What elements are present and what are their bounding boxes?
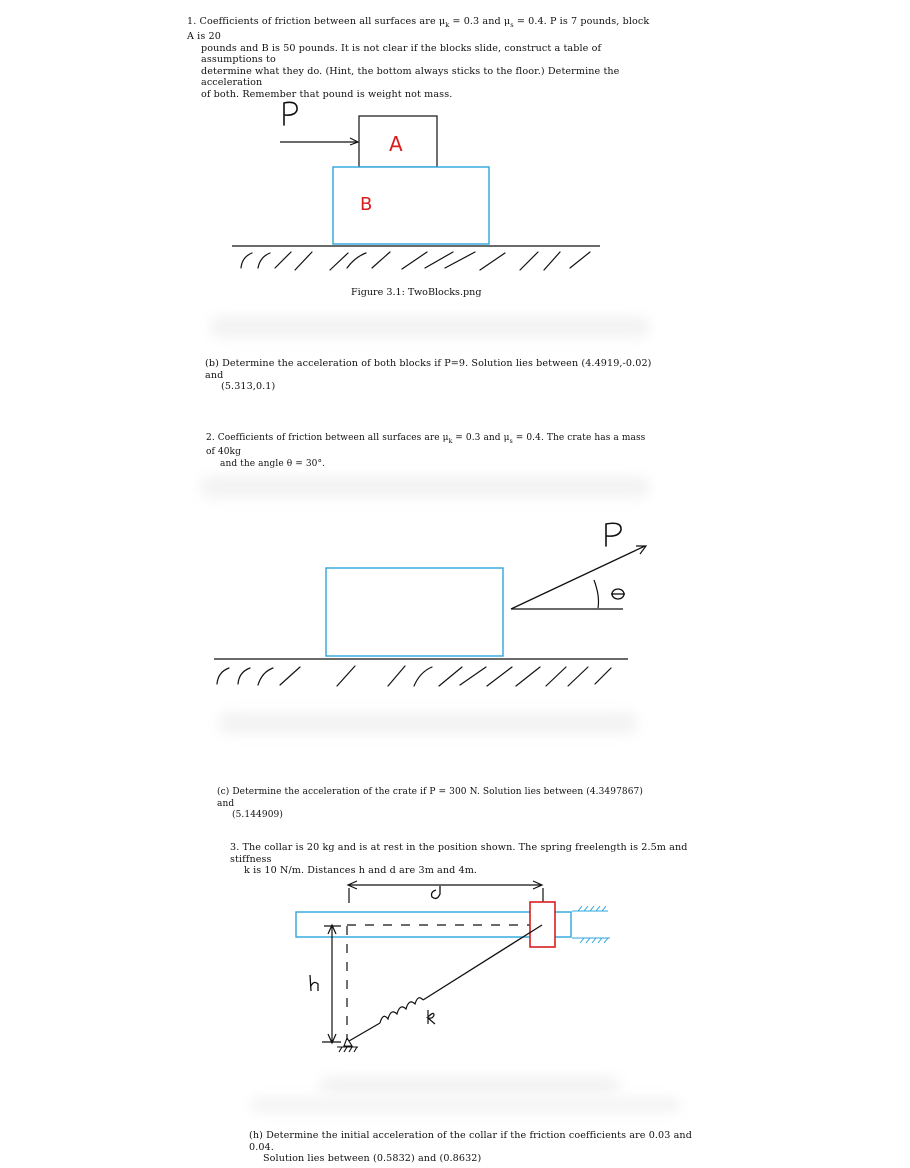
k-label-glyph xyxy=(428,1010,435,1024)
part-c-line-1: (c) Determine the acceleration of the crate if P = 300 N. Solution lies between (4.3497867) and xyxy=(217,787,643,809)
spring-line-lower xyxy=(349,1023,380,1041)
wall-hatching xyxy=(572,906,610,943)
h-label-glyph xyxy=(310,975,318,991)
problem-3-line-1: 3. The collar is 20 kg and is at rest in the position shown. The spring freelength is 2.5m and stiffness xyxy=(230,842,688,865)
block-a-label: A xyxy=(389,132,403,156)
d-label-glyph xyxy=(432,886,441,898)
problem-2-line-2: and the angle θ = 30°. xyxy=(220,458,326,469)
problem-1-line-2: pounds and B is 50 pounds. It is not clear if the blocks slide, construct a table of assumptions to xyxy=(201,42,602,66)
problem-2-line-1: 2. Coefficients of friction between all surfaces are $\mu_k = 0.3$ and $\mu_s = 0.4$. The crate has a mass of 40kg xyxy=(206,433,646,458)
part-h-line-1: (h) Determine the initial acceleration of the collar if the friction coefficients are 0.03 and 0.04. xyxy=(249,1130,692,1153)
dimension-d xyxy=(348,881,543,903)
smudge xyxy=(250,1098,680,1112)
dimension-h xyxy=(322,925,341,1043)
spring-coil xyxy=(380,998,423,1023)
figure-1-caption: Figure 3.1: TwoBlocks.png xyxy=(351,287,482,298)
collar xyxy=(530,902,555,947)
problem-3-part-h xyxy=(249,1130,699,1165)
spring-anchor xyxy=(337,1038,358,1052)
problem-1-line-3: determine what they do. (Hint, the bottom always sticks to the floor.) Determine the acceleration xyxy=(201,65,620,89)
part-b-line-1: (b) Determine the acceleration of both blocks if P=9. Solution lies between (4.4919,-0.02) and xyxy=(205,358,652,381)
part-b-line-2: (5.313,0.1) xyxy=(221,381,276,392)
part-h-line-2: Solution lies between (0.5832) and (0.8632) xyxy=(263,1153,482,1164)
problem-1-line-1: 1. Coefficients of friction between all surfaces are $\mu_k = 0.3$ and $\mu_s = 0.4$. P is 7 pounds, block A is 20 xyxy=(187,16,650,43)
problem-3-line-2: k is 10 N/m. Distances h and d are 3m and 4m. xyxy=(244,865,478,876)
problem-1-line-4: of both. Remember that pound is weight not mass. xyxy=(201,88,453,100)
smudge xyxy=(320,1076,620,1094)
block-b-label: B xyxy=(360,194,373,215)
part-c-line-2: (5.144909) xyxy=(232,810,283,820)
